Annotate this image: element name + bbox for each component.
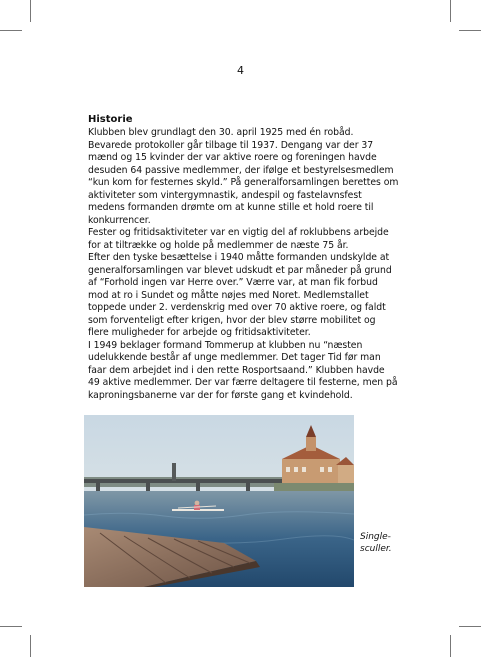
text-line: aktiviteter som vintergymnastik, andespil og fastelavnsfest bbox=[88, 189, 362, 201]
text-line: toppede under 2. verdenskrig med over 70 aktive roere, og faldt bbox=[88, 302, 386, 313]
page-number: 4 bbox=[237, 64, 244, 77]
caption-line: sculler. bbox=[360, 544, 392, 554]
text-line: Efter den tyske besættelse i 1940 måtte formanden undskylde at bbox=[88, 252, 390, 263]
text-line: “kun kom for festernes skyld.” På generalforsamlingen berettes om bbox=[88, 177, 399, 188]
crop-mark bbox=[450, 635, 451, 657]
crop-mark bbox=[459, 30, 481, 31]
text-line: Klubben blev grundlagt den 30. april 1925 med én robåd. bbox=[88, 127, 354, 138]
text-line: 49 aktive medlemmer. Der var færre deltagere til festerne, men på bbox=[88, 377, 398, 388]
text-line: flere muligheder for arbejde og fritidsaktiviteter. bbox=[88, 327, 311, 338]
text-line: generalforsamlingen var blevet udskudt et par måneder på grund bbox=[88, 264, 392, 276]
text-line: faar dem arbejdet ind i den rette Rosportsaand.” Klubben havde bbox=[88, 364, 385, 376]
text-line: konkurrencer. bbox=[88, 214, 151, 226]
section-heading: Historie bbox=[88, 114, 133, 125]
crop-mark bbox=[0, 30, 22, 31]
text-line: kaproningsbanerne var der for første gang et kvindehold. bbox=[88, 389, 353, 401]
text-line: Fester og fritidsaktiviteter var en vigtig del af roklubbens arbejde bbox=[88, 227, 389, 238]
caption-line: Single- bbox=[360, 532, 391, 542]
photo-single-sculler bbox=[84, 415, 354, 587]
body-text bbox=[88, 127, 398, 402]
text-line: som forventeligt efter krigen, hvor der blev større mobilitet og bbox=[88, 314, 376, 326]
text-line: desuden 64 passive medlemmer, der ifølge et bestyrelsesmedlem bbox=[88, 164, 394, 176]
crop-mark bbox=[0, 626, 22, 627]
crop-mark bbox=[450, 0, 451, 22]
text-line: mænd og 15 kvinder der var aktive roere og foreningen havde bbox=[88, 152, 377, 163]
text-line: medens formanden drømte om at kunne stille et hold roere til bbox=[88, 202, 374, 213]
photo-caption bbox=[360, 531, 392, 555]
crop-mark bbox=[30, 635, 31, 657]
text-line: mod at ro i Sundet og måtte nøjes med Noret. Medlemstallet bbox=[88, 289, 369, 301]
text-line: for at tiltrække og holde på medlemmer de næste 75 år. bbox=[88, 239, 349, 251]
text-line: af “Forhold ingen var Herre over.” Værre var, at man fik forbud bbox=[88, 277, 378, 288]
text-line: Bevarede protokoller går tilbage til 1937. Dengang var der 37 bbox=[88, 139, 374, 151]
crop-mark bbox=[459, 626, 481, 627]
crop-mark bbox=[30, 0, 31, 22]
text-line: udelukkende består af unge medlemmer. Det tager Tid før man bbox=[88, 352, 381, 363]
text-line: I 1949 beklager formand Tommerup at klubben nu “næsten bbox=[88, 339, 363, 351]
